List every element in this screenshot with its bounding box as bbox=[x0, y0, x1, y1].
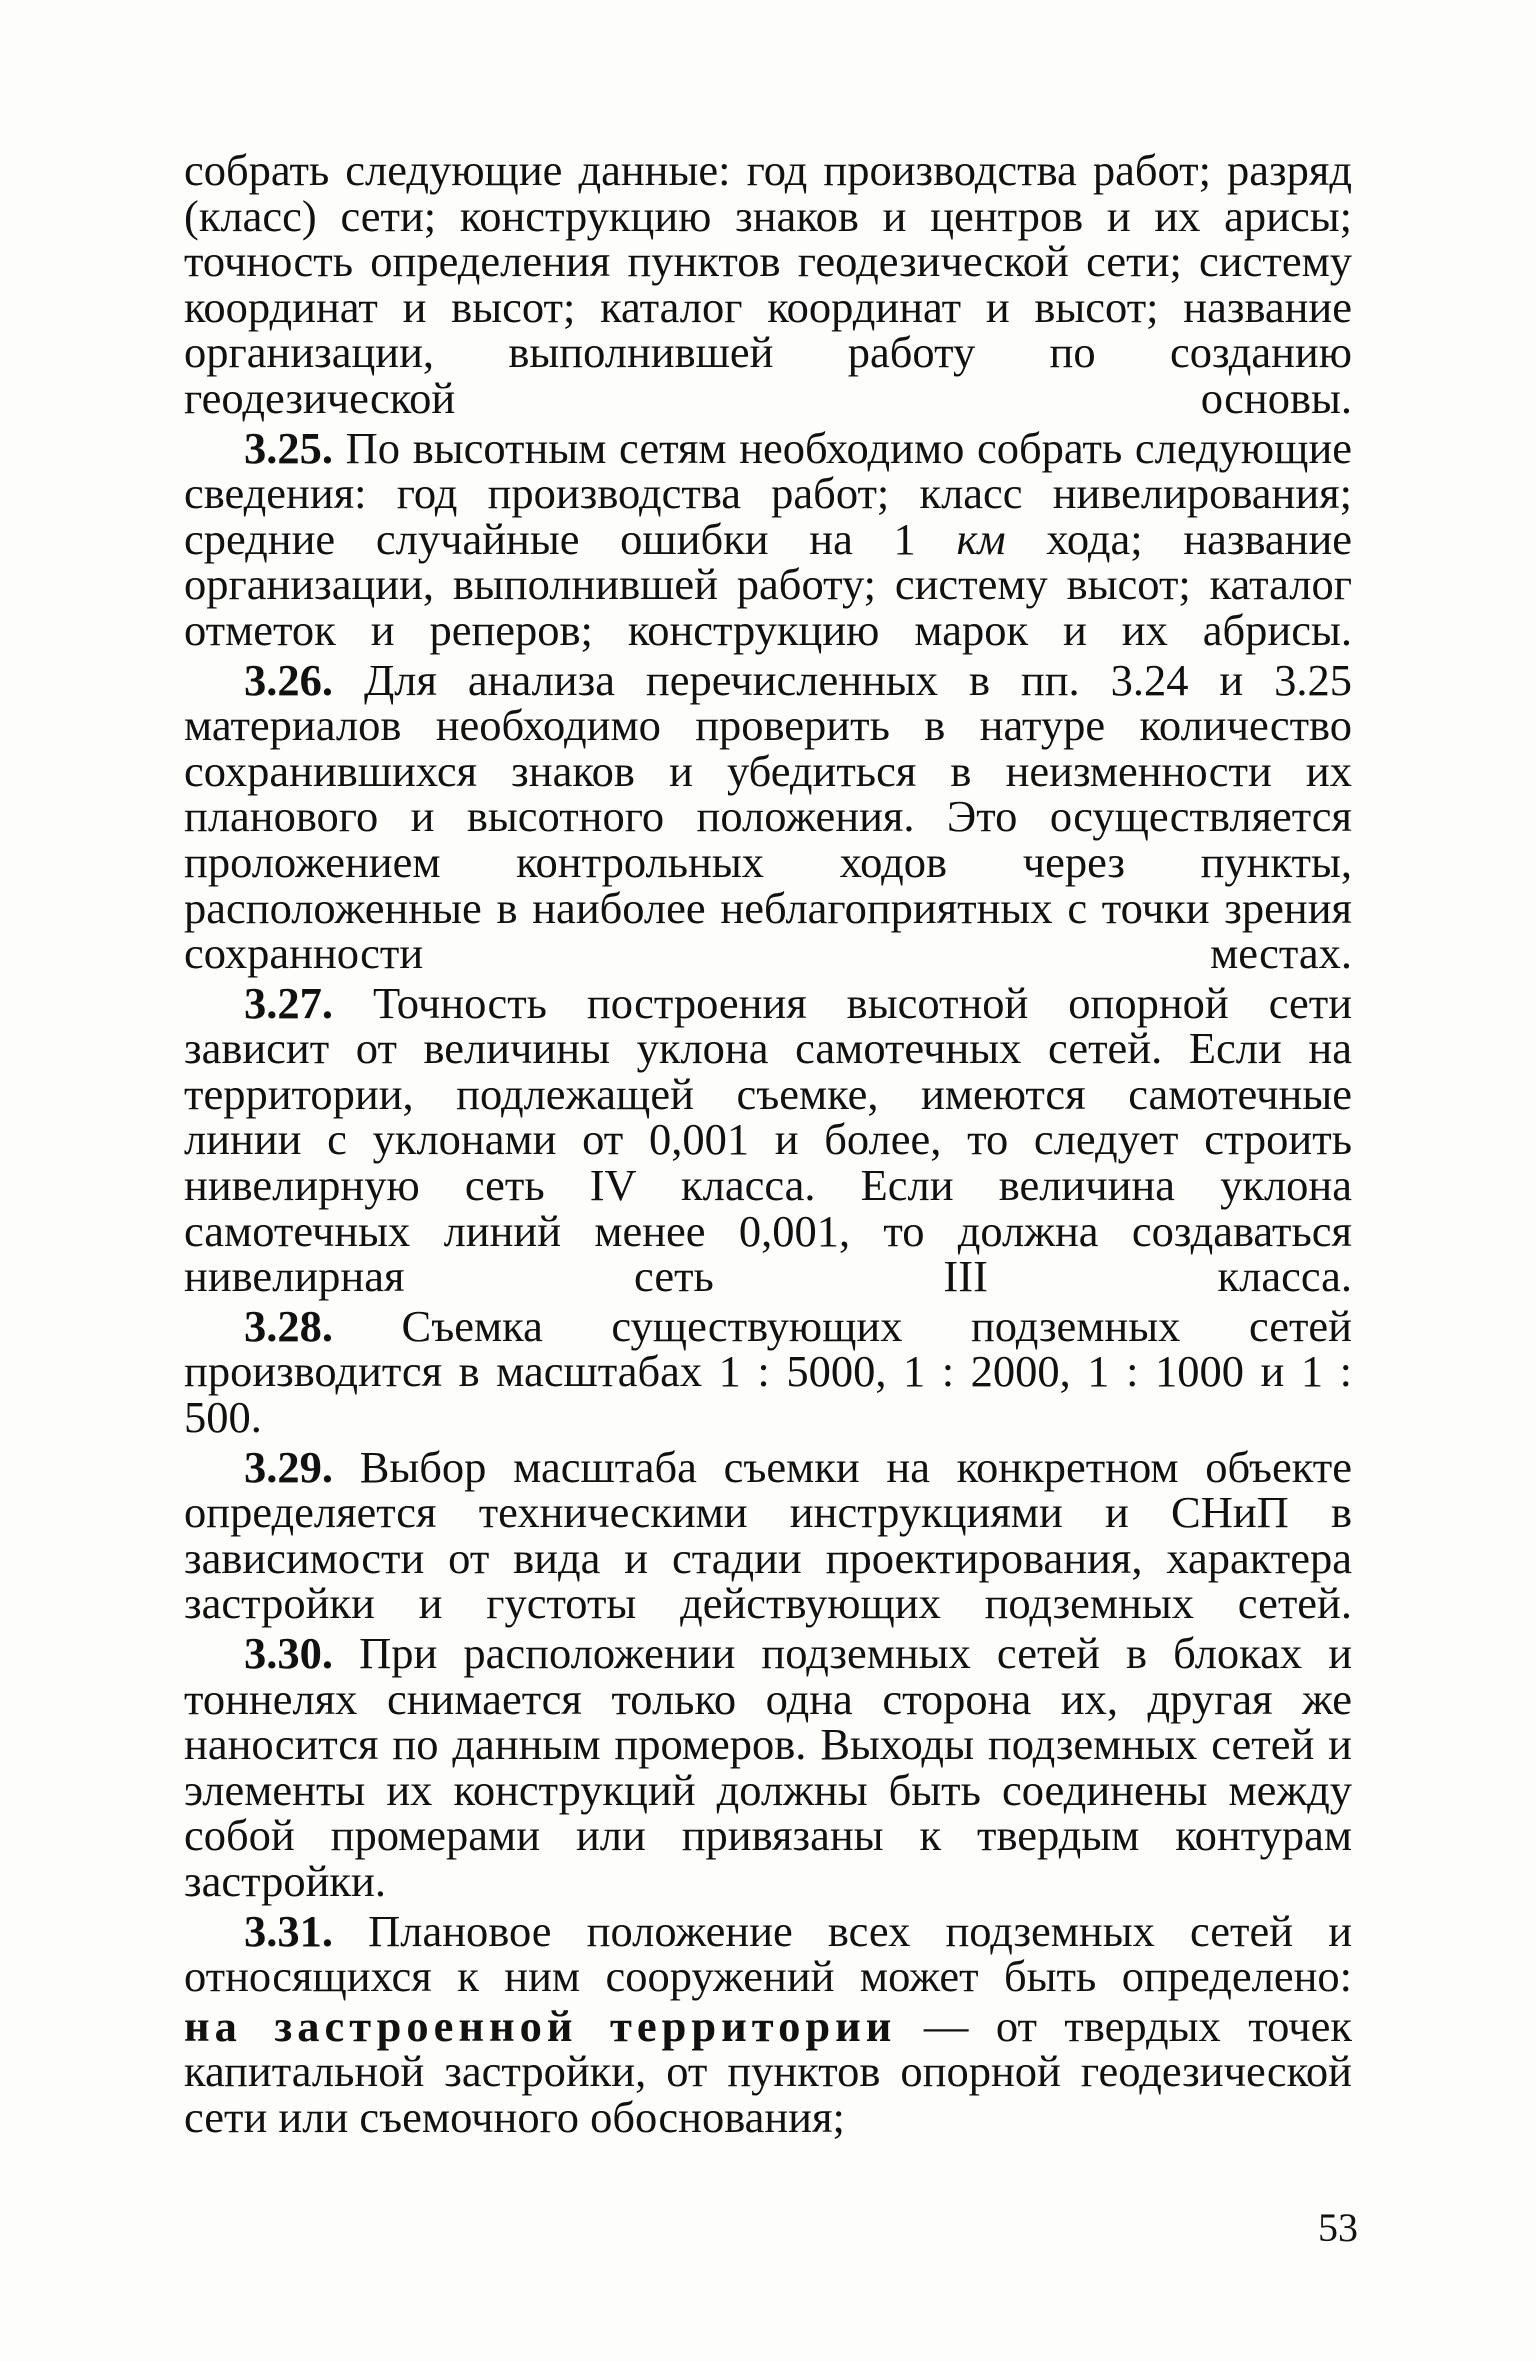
section-number: 3.27. bbox=[244, 977, 333, 1028]
paragraph-continuation bbox=[184, 145, 1352, 423]
paragraph-3-28 bbox=[184, 1300, 1352, 1443]
paragraph-text: Точность построения высотной опорной сети зависит от величины уклона самотечных сетей. Если на территории, подлежащей съемке, имеются самотечные линии с уклонами от 0,001 и более, то следует строить нивелирную сеть IV класса. Если величина уклона самотечных линий менее 0,001, то должна создаваться нивелирная сеть III класса. bbox=[184, 977, 1353, 1302]
paragraph-3-26 bbox=[184, 654, 1353, 979]
paragraph-text: собрать следующие данные: год производства работ; разряд (класс) сети; конструкцию знаков и центров и их арисы; точность определения пунктов геодезической сети; систему координат и высот; каталог координат и высот; название организации, выполнившей работу по созданию геодезической основы. bbox=[184, 145, 1352, 423]
section-number: 3.31. bbox=[244, 1905, 333, 1956]
section-number: 3.25. bbox=[244, 422, 333, 473]
section-number: 3.26. bbox=[244, 654, 333, 705]
paragraph-text: — от твердых точек капитальной застройки, от пунктов опорной геодезической сети или съемочного обоснования; bbox=[184, 2000, 1352, 2142]
spaced-term: на застроенной территории bbox=[184, 2000, 897, 2051]
section-number: 3.30. bbox=[244, 1628, 333, 1678]
paragraph-text: При расположении подземных сетей в блоках и тоннелях снимается только одна сторона их, другая же наносится по данным промеров. Выходы подземных сетей и элементы их конструкций должны быть соединены между собой промерами или привязаны к твердым контурам застройки. bbox=[184, 1628, 1353, 1906]
section-number: 3.28. bbox=[244, 1300, 333, 1351]
paragraph-text: Выбор масштаба съемки на конкретном объекте определяется техническими инструкциями и СНиП в зависимости от вида и стадии проектирования, характера застройки и густоты действующих подземных сетей. bbox=[184, 1441, 1352, 1629]
paragraph-3-25 bbox=[184, 422, 1353, 655]
page-body bbox=[184, 145, 1353, 2142]
paragraph-3-30 bbox=[184, 1628, 1353, 1906]
paragraph-3-31 bbox=[184, 1905, 1353, 2002]
paragraph-text: Плановое положение всех подземных сетей и относящихся к ним сооружений может быть определено: bbox=[184, 1905, 1353, 2002]
paragraph-3-29 bbox=[184, 1441, 1352, 1629]
paragraph-text: По высотным сетям необходимо собрать следующие сведения: год производства работ; класс нивелирования; средние случайные ошибки на bbox=[184, 422, 1353, 564]
unit-km: км bbox=[956, 513, 1006, 564]
unit-value: 1 bbox=[893, 513, 916, 564]
paragraph-text: Для анализа перечисленных в пп. 3.24 и 3.25 материалов необходимо проверить в натуре количество сохранившихся знаков и убедиться в неизменности их планового и высотного положения. Это осуществляется проложением контрольных ходов через пункты, расположенные в наиболее неблагоприятных с точки зрения сохранности местах. bbox=[184, 654, 1353, 979]
paragraph-3-27 bbox=[184, 977, 1353, 1302]
page-number: 53 bbox=[1318, 2205, 1358, 2250]
paragraph-built-territory bbox=[184, 2000, 1352, 2142]
paragraph-text-after: хода; название организации, выполнившей работу; систему высот; каталог отметок и реперов; конструкцию марок и их абрисы. bbox=[184, 513, 1353, 655]
section-number: 3.29. bbox=[244, 1441, 333, 1492]
paragraph-text: Съемка существующих подземных сетей производится в масштабах 1 : 5000, 1 : 2000, 1 : 1000 и 1 : 500. bbox=[184, 1300, 1352, 1443]
